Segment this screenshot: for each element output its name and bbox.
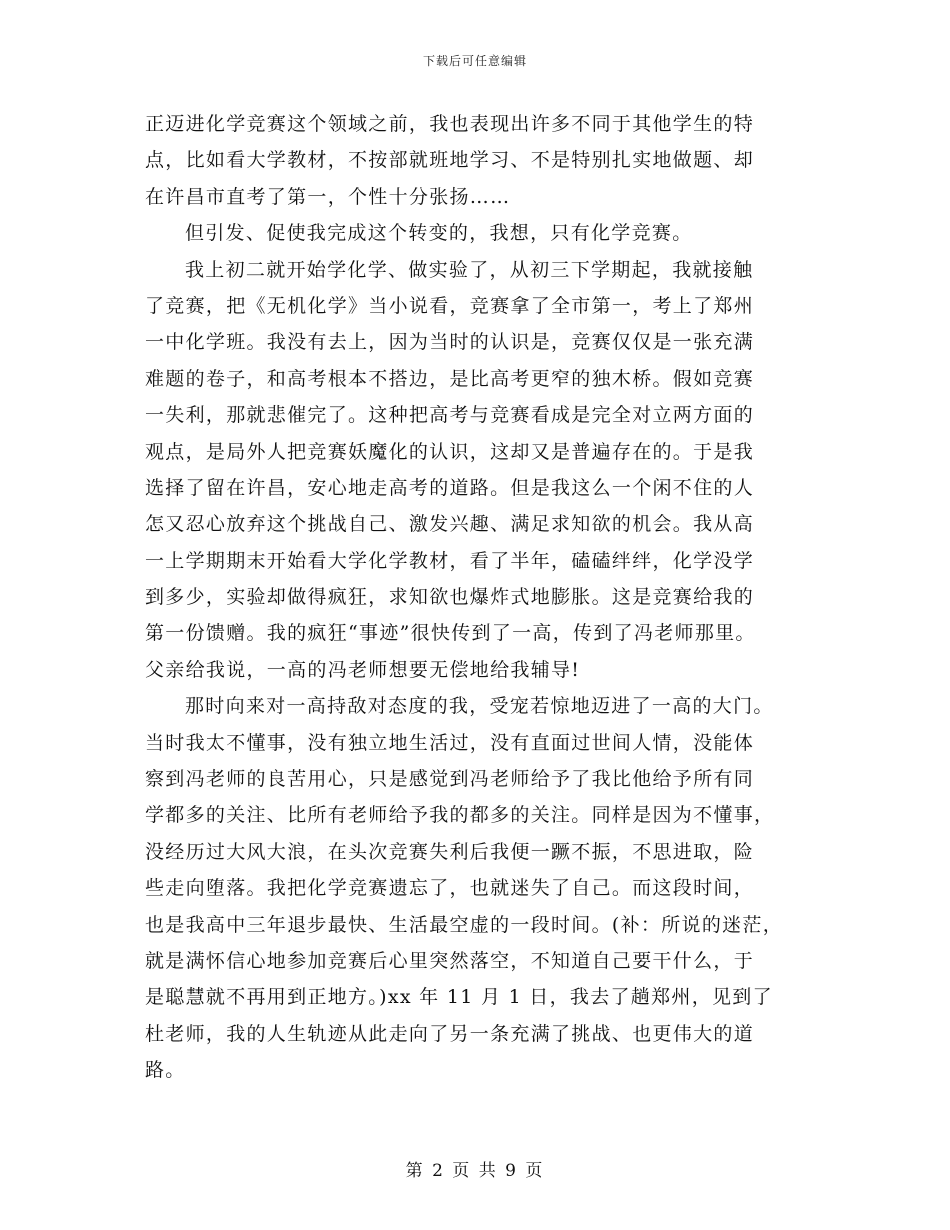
text-line: 察到冯老师的良苦用心，只是感觉到冯老师给予了我比他给予所有同 [145,768,755,791]
paragraph-first-line: 我上初二就开始学化学、做实验了，从初三下学期起，我就接触 [185,258,754,281]
paragraph-first-line: 但引发、促使我完成这个转变的，我想，只有化学竞赛。 [185,222,693,245]
text-line: 是聪慧就不再用到正地方。)xx 年 11 月 1 日，我去了趟郑州，见到了 [145,986,773,1009]
text-line: 当时我太不懂事，没有独立地生活过，没有直面过世间人情，没能体 [145,731,755,754]
text-line: 难题的卷子，和高考根本不搭边，是比高考更窄的独木桥。假如竞赛 [145,367,755,390]
text-line: 选择了留在许昌，安心地走高考的道路。但是我这么一个闲不住的人 [145,476,755,499]
text-line: 些走向堕落。我把化学竞赛遗忘了，也就迷失了自己。而这段时间， [145,877,755,900]
text-line: 没经历过大风大浪，在头次竞赛失利后我便一蹶不振，不思进取，险 [145,840,755,863]
text-line: 父亲给我说，一高的冯老师想要无偿地给我辅导! [145,658,581,681]
text-line: 学都多的关注、比所有老师给予我的都多的关注。同样是因为不懂事， [145,804,775,827]
body-text [145,106,807,1089]
text-line: 了竞赛，把《无机化学》当小说看，竞赛拿了全市第一，考上了郑州 [145,294,755,317]
page-header: 下载后可任意编辑 [422,54,527,68]
text-line: 点，比如看大学教材，不按部就班地学习、不是特别扎实地做题、却 [145,149,755,172]
text-line: 一中化学班。我没有去上，因为当时的认识是，竞赛仅仅是一张充满 [145,331,755,354]
paragraph-first-line: 那时向来对一高持敌对态度的我，受宠若惊地迈进了一高的大门。 [185,695,774,718]
text-line: 一上学期期末开始看大学化学教材，看了半年，磕磕绊绊，化学没学 [145,549,755,572]
page-number: 第 2 页 共 9 页 [405,1161,545,1181]
text-line: 一失利，那就悲催完了。这种把高考与竞赛看成是完全对立两方面的 [145,404,755,427]
text-line: 也是我高中三年退步最快、生活最空虚的一段时间。(补：所说的迷茫， [145,913,784,936]
text-line: 第一份馈赠。我的疯狂“事迹”很快传到了一高，传到了冯老师那里。 [145,622,756,645]
text-line: 杜老师，我的人生轨迹从此走向了另一条充满了挑战、也更伟大的道 [145,1022,755,1045]
text-line: 正迈进化学竞赛这个领域之前，我也表现出许多不同于其他学生的特 [145,113,755,135]
text-line: 在许昌市直考了第一，个性十分张扬…… [145,185,511,208]
text-line: 就是满怀信心地参加竞赛后心里突然落空，不知道自己要干什么，于 [145,949,755,972]
text-line: 到多少，实验却做得疯狂，求知欲也爆炸式地膨胀。这是竞赛给我的 [145,586,755,609]
text-line: 观点，是局外人把竞赛妖魔化的认识，这却又是普遍存在的。于是我 [145,440,755,463]
text-line: 路。 [145,1059,186,1082]
text-line: 怎又忍心放弃这个挑战自己、激发兴趣、满足求知欲的机会。我从高 [145,513,755,536]
